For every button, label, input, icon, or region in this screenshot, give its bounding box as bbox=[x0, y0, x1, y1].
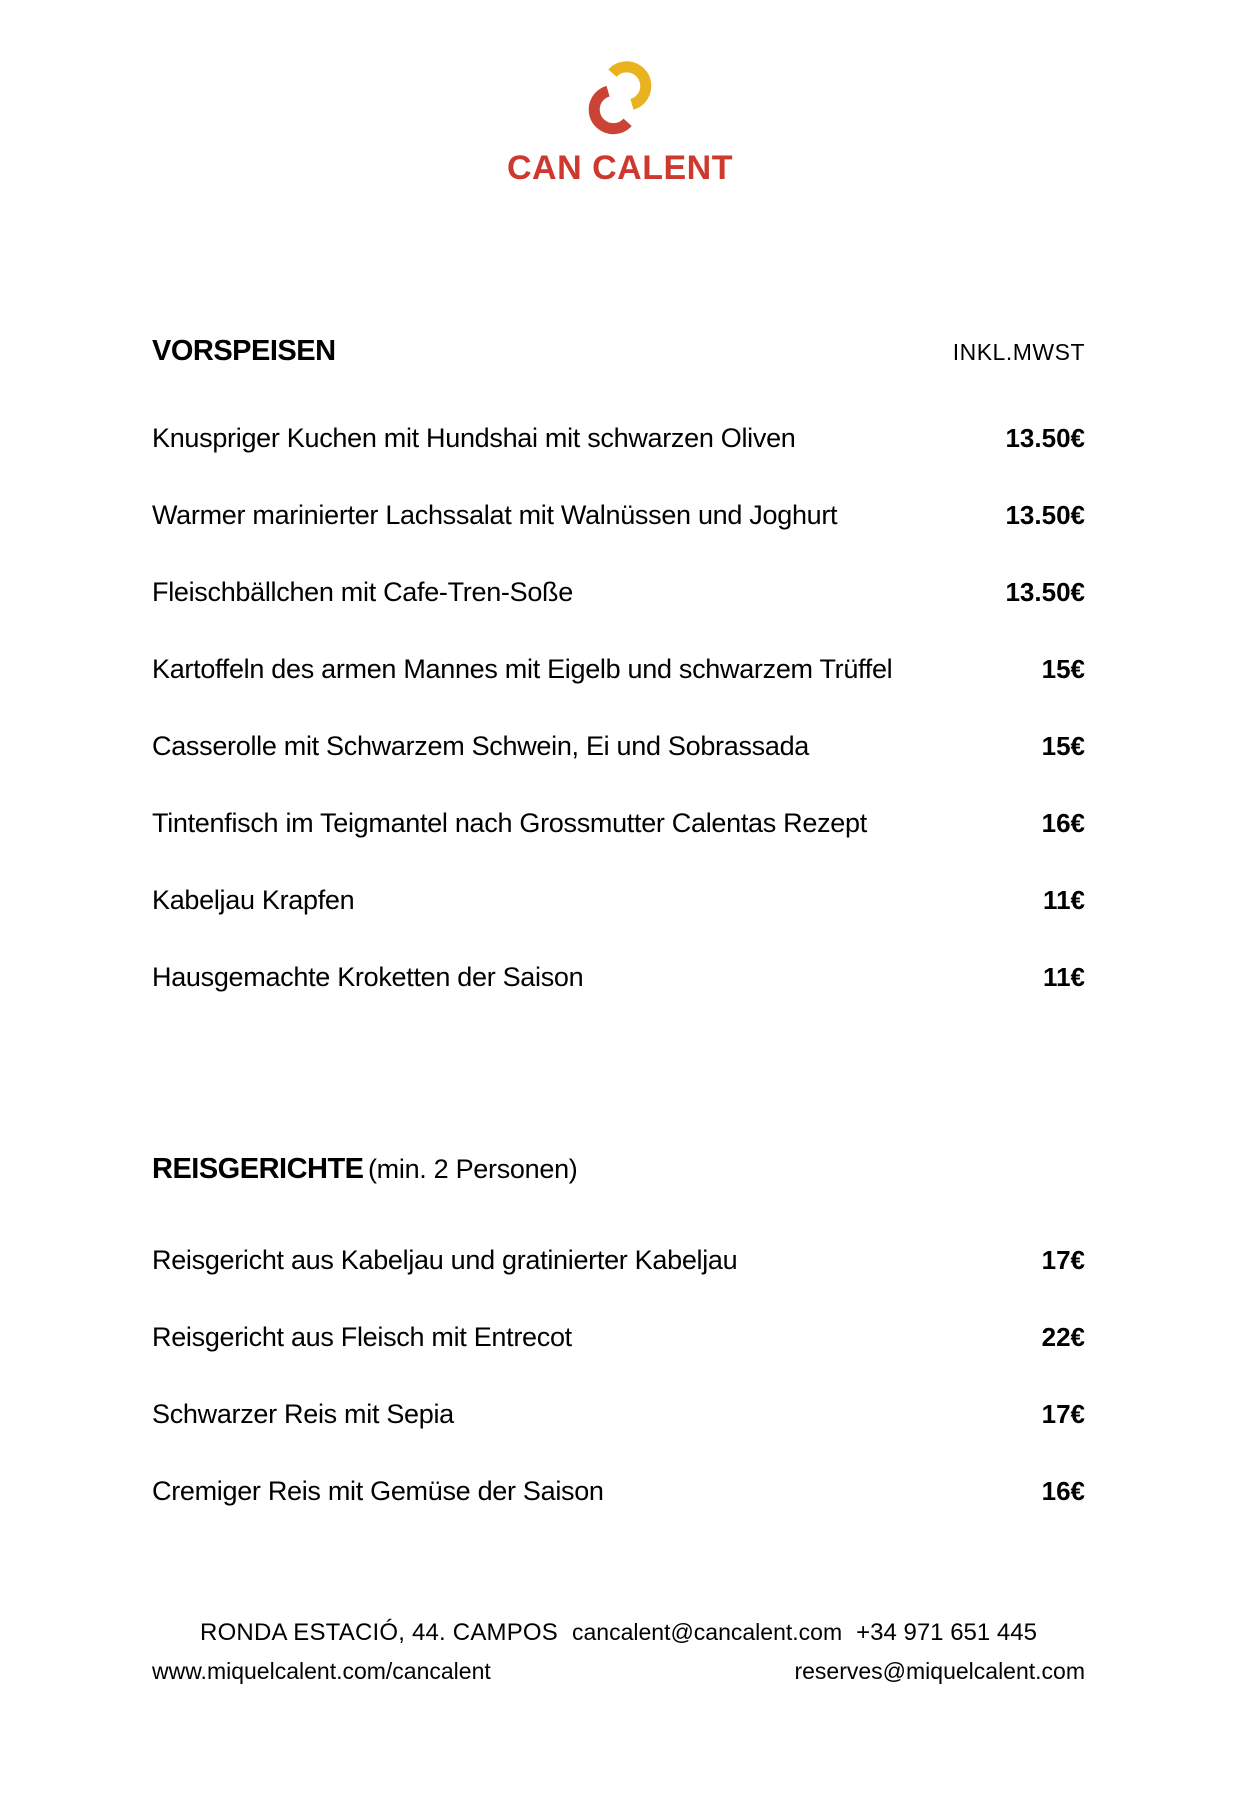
dish-price: 22€ bbox=[1041, 1322, 1085, 1352]
section-title-vorspeisen: VORSPEISEN bbox=[152, 335, 336, 367]
dish-price: 17€ bbox=[1041, 1245, 1085, 1275]
menu-item-row bbox=[152, 654, 1085, 685]
section-title-reisgerichte: REISGERICHTE bbox=[152, 1153, 364, 1185]
footer-email: cancalent@cancalent.com bbox=[572, 1619, 843, 1645]
footer bbox=[152, 1617, 1085, 1686]
dish-name: Reisgericht aus Kabeljau und gratinierter Kabeljau bbox=[152, 1245, 738, 1275]
brand-name: CAN CALENT bbox=[507, 149, 733, 187]
menu bbox=[152, 335, 1085, 1507]
menu-item-row bbox=[152, 1322, 1085, 1353]
dish-name: Warmer marinierter Lachssalat mit Walnüssen und Joghurt bbox=[152, 500, 838, 530]
menu-item-row bbox=[152, 577, 1085, 608]
dish-name: Tintenfisch im Teigmantel nach Grossmutter Calentas Rezept bbox=[152, 808, 867, 838]
dish-price: 11€ bbox=[1043, 885, 1085, 915]
footer-line-1 bbox=[152, 1617, 1085, 1648]
menu-item-row bbox=[152, 962, 1085, 993]
tax-note: INKL.MWST bbox=[952, 339, 1085, 365]
logo-yellow-c-icon bbox=[600, 59, 654, 113]
dish-name: Cremiger Reis mit Gemüse der Saison bbox=[152, 1476, 604, 1506]
section-header-reisgerichte bbox=[152, 1153, 1085, 1185]
footer-phone: +34 971 651 445 bbox=[856, 1619, 1037, 1646]
dish-price: 13.50€ bbox=[1005, 423, 1085, 453]
footer-line-2 bbox=[152, 1656, 1085, 1686]
dish-name: Hausgemachte Kroketten der Saison bbox=[152, 962, 584, 992]
dish-price: 16€ bbox=[1041, 1476, 1085, 1506]
dish-name: Casserolle mit Schwarzem Schwein, Ei und Sobrassada bbox=[152, 731, 809, 761]
dish-price: 17€ bbox=[1041, 1399, 1085, 1429]
dish-price: 15€ bbox=[1041, 731, 1085, 761]
dish-price: 16€ bbox=[1041, 808, 1085, 838]
menu-item-row bbox=[152, 808, 1085, 839]
dish-name: Kabeljau Krapfen bbox=[152, 885, 355, 915]
section-header-vorspeisen bbox=[152, 335, 1085, 367]
can-calent-logo bbox=[583, 58, 657, 139]
logo-wrap bbox=[0, 58, 1240, 139]
dish-name: Reisgericht aus Fleisch mit Entrecot bbox=[152, 1322, 572, 1352]
menu-item-row bbox=[152, 731, 1085, 762]
footer-website: www.miquelcalent.com/cancalent bbox=[152, 1658, 491, 1684]
dish-price: 13.50€ bbox=[1005, 577, 1085, 607]
logo-red-c-icon bbox=[586, 83, 640, 137]
dish-name: Knuspriger Kuchen mit Hundshai mit schwarzen Oliven bbox=[152, 423, 796, 453]
menu-item-row bbox=[152, 1399, 1085, 1430]
dish-price: 11€ bbox=[1043, 962, 1085, 992]
dish-name: Kartoffeln des armen Mannes mit Eigelb und schwarzem Trüffel bbox=[152, 654, 893, 684]
dish-name: Schwarzer Reis mit Sepia bbox=[152, 1399, 454, 1429]
dish-name: Fleischbällchen mit Cafe-Tren-Soße bbox=[152, 577, 573, 607]
menu-item-row bbox=[152, 500, 1085, 531]
menu-item-row bbox=[152, 1245, 1085, 1276]
section-subtitle-reisgerichte: (min. 2 Personen) bbox=[367, 1154, 578, 1184]
menu-item-row bbox=[152, 423, 1085, 454]
section-title-reisgerichte-wrap bbox=[152, 1153, 577, 1186]
footer-reservations-email: reserves@miquelcalent.com bbox=[794, 1658, 1085, 1684]
dish-price: 13.50€ bbox=[1005, 500, 1085, 530]
footer-address: RONDA ESTACIÓ, 44. CAMPOS bbox=[200, 1619, 558, 1646]
dish-price: 15€ bbox=[1041, 654, 1085, 684]
menu-item-row bbox=[152, 1476, 1085, 1507]
menu-item-row bbox=[152, 885, 1085, 916]
